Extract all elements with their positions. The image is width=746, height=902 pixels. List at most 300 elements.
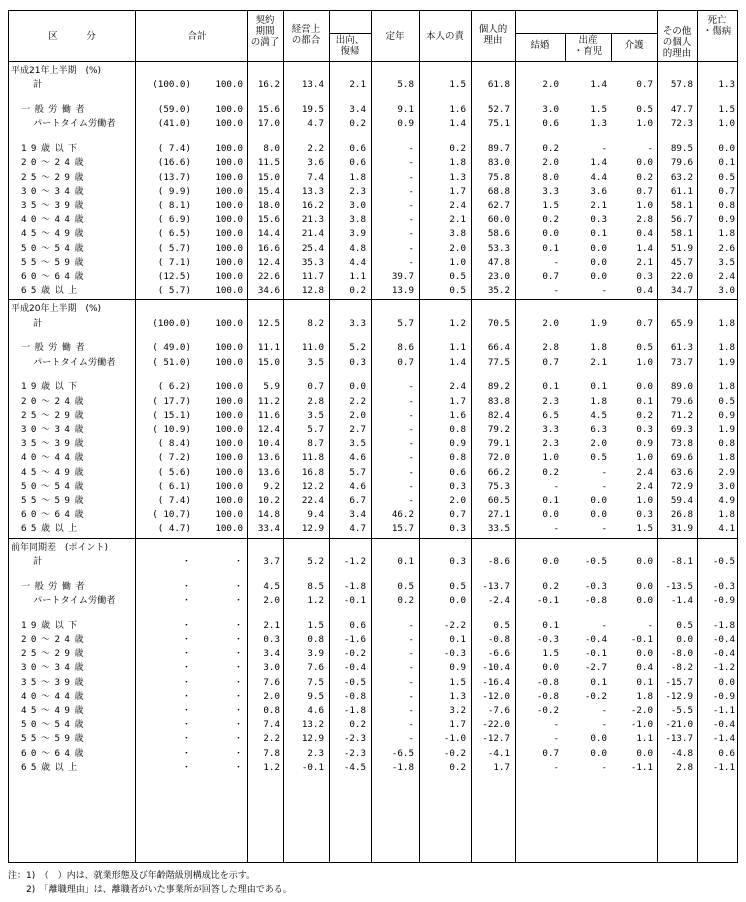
header-keiyaku: 契約 期間 の満了 [250, 15, 280, 48]
cell-value: 100.0 [215, 185, 243, 197]
cell-value: ・ [181, 555, 191, 567]
cell-value: ・ [233, 555, 243, 567]
cell-value: 0.0 [590, 733, 607, 745]
cell-value: -4.8 [670, 747, 693, 759]
cell-value: - [601, 523, 607, 535]
row-label: 60～64歳 [21, 747, 88, 759]
cell-value: 0.2 [397, 594, 414, 606]
cell-value: 4.6 [307, 704, 324, 716]
cell-value: 1.0 [542, 452, 559, 464]
cell-value: -0.8 [487, 633, 510, 645]
cell-value: 1.2 [263, 761, 280, 773]
cell-value: 3.4 [263, 648, 280, 660]
header-keiei: 経営上 の都合 [291, 24, 321, 46]
table-row [9, 270, 739, 284]
row-label: 55～59歳 [21, 495, 88, 506]
cell-value: 0.1 [590, 676, 607, 688]
cell-value: 5.2 [307, 555, 324, 567]
cell-value: 2.0 [449, 495, 466, 506]
cell-value: 100.0 [215, 523, 243, 535]
cell-value: 2.1 [590, 356, 607, 368]
cell-value: 58.1 [670, 228, 693, 240]
cell-value: 3.4 [349, 104, 366, 116]
cell-value: -0.8 [536, 690, 559, 702]
footnote: 注：1) （ ）内は、就業形態及び年齢階級別構成比を示す。 [8, 871, 256, 881]
cell-value: 89.5 [670, 143, 693, 155]
cell-value: - [601, 480, 607, 492]
cell-value: 70.5 [487, 317, 510, 329]
cell-value: 2.0 [263, 594, 280, 606]
cell-value: 13.4 [301, 79, 324, 91]
cell-value: -1.8 [343, 704, 366, 716]
cell-value: 65.9 [670, 317, 693, 329]
cell-value: 0.0 [449, 594, 466, 606]
cell-value: 77.5 [487, 356, 510, 368]
cell-value: - [601, 143, 607, 155]
cell-value: 100.0 [215, 256, 243, 268]
cell-value: 1.9 [590, 317, 607, 329]
cell-value: 1.0 [718, 118, 735, 130]
cell-value: 58.6 [487, 228, 510, 240]
cell-value: 0.4 [636, 662, 653, 674]
cell-value: -0.4 [712, 633, 735, 645]
cell-value: 0.0 [636, 594, 653, 606]
cell-value: (100.0) [152, 79, 191, 91]
cell-value: -0.4 [584, 633, 607, 645]
cell-value: 2.1 [449, 214, 466, 226]
cell-value: -1.8 [712, 619, 735, 631]
cell-value: 0.0 [349, 381, 366, 393]
cell-value: 0.0 [542, 228, 559, 240]
cell-value: -0.4 [712, 719, 735, 731]
row-label: 50～54歳 [21, 242, 88, 254]
cell-value: 3.6 [307, 157, 324, 169]
cell-value: 13.3 [301, 185, 324, 197]
table-row [9, 466, 739, 480]
cell-value: 79.6 [670, 395, 693, 407]
table-row [9, 619, 739, 633]
table-row [9, 117, 739, 131]
cell-value: 1.8 [636, 690, 653, 702]
row-label: 20～24歳 [21, 395, 88, 407]
row-label: 平成20年上半期 (%) [11, 304, 102, 315]
table-row [9, 594, 739, 608]
cell-value: 0.9 [718, 409, 735, 421]
cell-value: ( 9.9) [157, 185, 191, 197]
cell-value: 68.8 [487, 185, 510, 197]
cell-value: 39.7 [391, 270, 414, 282]
cell-value: 0.0 [636, 157, 653, 169]
cell-value: 12.9 [301, 733, 324, 745]
cell-value: -0.1 [301, 761, 324, 773]
cell-value: -2.2 [443, 619, 466, 631]
cell-value: 0.1 [397, 555, 414, 567]
cell-value: 11.2 [257, 395, 280, 407]
cell-value: -1.4 [712, 733, 735, 745]
cell-value: ・ [181, 719, 191, 731]
row-label: 30～34歳 [21, 662, 88, 674]
cell-value: 100.0 [215, 466, 243, 478]
cell-value: -2.3 [343, 747, 366, 759]
cell-value: 7.6 [263, 676, 280, 688]
cell-value: -0.5 [343, 676, 366, 688]
row-label: 19歳以下 [21, 143, 82, 155]
cell-value: 62.7 [487, 199, 510, 211]
cell-value: - [408, 719, 414, 731]
row-label: 35～39歳 [21, 438, 88, 450]
cell-value: 60.5 [487, 495, 510, 506]
cell-value: ( 7.4) [157, 143, 191, 155]
cell-value: 1.7 [449, 185, 466, 197]
cell-value: ・ [233, 690, 243, 702]
cell-value: 0.1 [542, 619, 559, 631]
cell-value: 2.2 [263, 733, 280, 745]
cell-value: 63.6 [670, 466, 693, 478]
cell-value: - [601, 285, 607, 297]
cell-value: 2.3 [542, 395, 559, 407]
cell-value: -1.6 [343, 633, 366, 645]
cell-value: 61.1 [670, 185, 693, 197]
cell-value: ( 17.7) [152, 395, 191, 407]
cell-value: 0.0 [636, 747, 653, 759]
cell-value: 34.7 [670, 285, 693, 297]
cell-value: 0.3 [636, 424, 653, 435]
cell-value: 1.9 [718, 356, 735, 368]
cell-value: - [408, 495, 414, 506]
cell-value: 0.9 [718, 214, 735, 226]
cell-value: 2.9 [718, 466, 735, 478]
cell-value: 1.8 [718, 381, 735, 393]
cell-value: 1.5 [449, 676, 466, 688]
cell-value: -0.4 [712, 648, 735, 660]
cell-value: ( 6.5) [157, 228, 191, 240]
cell-value: 1.0 [636, 495, 653, 506]
cell-value: - [408, 381, 414, 393]
cell-value: 1.0 [636, 452, 653, 464]
cell-value: 1.2 [449, 317, 466, 329]
cell-value: ・ [233, 676, 243, 688]
cell-value: 35.3 [301, 256, 324, 268]
cell-value: 1.5 [307, 619, 324, 631]
cell-value: 3.6 [590, 185, 607, 197]
cell-value: 100.0 [215, 143, 243, 155]
cell-value: - [408, 157, 414, 169]
cell-value: 3.3 [542, 185, 559, 197]
cell-value: - [408, 466, 414, 478]
section-divider [9, 299, 737, 300]
cell-value: 1.6 [449, 104, 466, 116]
cell-value: 100.0 [215, 104, 243, 116]
cell-value: 3.9 [307, 648, 324, 660]
cell-value: - [408, 662, 414, 674]
row-label: 50～54歳 [21, 719, 88, 731]
cell-value: 0.0 [676, 633, 693, 645]
cell-value: - [408, 199, 414, 211]
cell-value: 0.9 [449, 662, 466, 674]
cell-value: 100.0 [215, 480, 243, 492]
cell-value: - [647, 143, 653, 155]
cell-value: 15.6 [257, 214, 280, 226]
cell-value: - [408, 171, 414, 183]
cell-value: 11.5 [257, 157, 280, 169]
cell-value: 3.9 [349, 228, 366, 240]
data-table [8, 10, 738, 863]
cell-value: ・ [233, 747, 243, 759]
cell-value: -12.7 [482, 733, 510, 745]
cell-value: 33.4 [257, 523, 280, 535]
cell-value: 2.2 [307, 143, 324, 155]
cell-value: -1.0 [630, 719, 653, 731]
cell-value: ( 10.9) [152, 424, 191, 435]
cell-value: 6.5 [542, 409, 559, 421]
table-row [9, 580, 739, 594]
cell-value: -0.1 [584, 648, 607, 660]
cell-value: 61.3 [670, 342, 693, 354]
cell-value: 2.1 [590, 199, 607, 211]
shukko-top-line [329, 33, 371, 34]
cell-value: 0.3 [449, 480, 466, 492]
row-label: 30～34歳 [21, 424, 88, 435]
cell-value: 0.4 [636, 228, 653, 240]
cell-value: 1.0 [636, 199, 653, 211]
table-row [9, 676, 739, 690]
cell-value: 89.0 [670, 381, 693, 393]
cell-value: -5.5 [670, 704, 693, 716]
cell-value: 1.0 [449, 256, 466, 268]
cell-value: 79.1 [487, 438, 510, 450]
cell-value: 0.6 [542, 118, 559, 130]
cell-value: 2.3 [542, 438, 559, 450]
row-label: 一般労働者 [21, 104, 89, 116]
cell-value: 73.8 [670, 438, 693, 450]
cell-value: -13.7 [665, 733, 693, 745]
cell-value: 0.0 [636, 580, 653, 592]
cell-value: ( 6.2) [157, 381, 191, 393]
cell-value: 2.4 [718, 270, 735, 282]
cell-value: -1.2 [343, 555, 366, 567]
cell-value: 0.3 [636, 270, 653, 282]
cell-value: 100.0 [215, 424, 243, 435]
section-heading-row [9, 64, 739, 78]
cell-value: -8.1 [670, 555, 693, 567]
cell-value: 2.1 [263, 619, 280, 631]
cell-value: 4.7 [349, 523, 366, 535]
cell-value: 0.6 [349, 143, 366, 155]
cell-value: -13.5 [665, 580, 693, 592]
cell-value: -0.2 [443, 747, 466, 759]
cell-value: 1.1 [349, 270, 366, 282]
cell-value: 6.7 [349, 495, 366, 506]
header-kaigo: 介護 [624, 40, 644, 51]
cell-value: 0.7 [307, 381, 324, 393]
cell-value: -16.4 [482, 676, 510, 688]
row-label: 60～64歳 [21, 270, 88, 282]
cell-value: 7.6 [307, 662, 324, 674]
cell-value: -21.0 [665, 719, 693, 731]
cell-value: 52.7 [487, 104, 510, 116]
cell-value: 5.2 [349, 342, 366, 354]
row-label: 30～34歳 [21, 185, 88, 197]
cell-value: 2.0 [590, 438, 607, 450]
header-kubun: 区 分 [48, 31, 96, 42]
cell-value: 4.8 [349, 242, 366, 254]
cell-value: 35.2 [487, 285, 510, 297]
cell-value: -0.3 [712, 580, 735, 592]
cell-value: 3.3 [542, 424, 559, 435]
cell-value: ・ [233, 648, 243, 660]
cell-value: - [553, 256, 559, 268]
cell-value: 3.7 [263, 555, 280, 567]
cell-value: 1.5 [542, 199, 559, 211]
cell-value: -2.3 [343, 733, 366, 745]
cell-value: - [647, 619, 653, 631]
cell-value: 1.1 [449, 342, 466, 354]
cell-value: 100.0 [215, 409, 243, 421]
cell-value: 100.0 [215, 171, 243, 183]
cell-value: 75.3 [487, 480, 510, 492]
cell-value: -0.1 [536, 594, 559, 606]
cell-value: 3.0 [263, 662, 280, 674]
cell-value: 8.5 [307, 580, 324, 592]
cell-value: ・ [181, 619, 191, 631]
cell-value: 4.4 [349, 256, 366, 268]
cell-value: 26.8 [670, 509, 693, 521]
cell-value: 1.5 [718, 104, 735, 116]
row-label: 20～24歳 [21, 633, 88, 645]
cell-value: 2.4 [636, 466, 653, 478]
table-row [9, 718, 739, 732]
row-label: 45～49歳 [21, 704, 88, 716]
row-label: 一般労働者 [21, 342, 89, 354]
cell-value: 72.9 [670, 480, 693, 492]
cell-value: 73.7 [670, 356, 693, 368]
cell-value: - [408, 242, 414, 254]
cell-value: ( 51.0) [152, 356, 191, 368]
cell-value: 10.2 [257, 495, 280, 506]
cell-value: - [553, 733, 559, 745]
row-label: 計 [33, 79, 43, 91]
cell-value: 15.4 [257, 185, 280, 197]
table-row [9, 171, 739, 185]
cell-value: 0.0 [542, 555, 559, 567]
cell-value: 69.6 [670, 452, 693, 464]
cell-value: - [553, 480, 559, 492]
cell-value: 16.2 [301, 199, 324, 211]
cell-value: 1.5 [449, 79, 466, 91]
cell-value: 12.4 [257, 424, 280, 435]
cell-value: ・ [181, 633, 191, 645]
cell-value: 2.8 [307, 395, 324, 407]
cell-value: 0.5 [397, 580, 414, 592]
cell-value: 79.2 [487, 424, 510, 435]
cell-value: 0.7 [636, 185, 653, 197]
cell-value: -6.5 [391, 747, 414, 759]
cell-value: 9.2 [263, 480, 280, 492]
cell-value: ( 49.0) [152, 342, 191, 354]
cell-value: -0.1 [343, 594, 366, 606]
row-label: 前年同期差 (ポイント) [11, 542, 109, 553]
cell-value: 21.4 [301, 228, 324, 240]
cell-value: 100.0 [215, 118, 243, 130]
cell-value: 3.5 [349, 438, 366, 450]
cell-value: 2.0 [449, 242, 466, 254]
cell-value: 2.4 [449, 381, 466, 393]
cell-value: - [601, 761, 607, 773]
cell-value: 100.0 [215, 495, 243, 506]
table-row [9, 633, 739, 647]
cell-value: - [601, 619, 607, 631]
cell-value: 21.3 [301, 214, 324, 226]
subheader-line [515, 33, 657, 34]
row-label: 55～59歳 [21, 733, 88, 745]
cell-value: ・ [233, 761, 243, 773]
table-row [9, 409, 739, 423]
cell-value: 7.4 [307, 171, 324, 183]
cell-value: 0.1 [636, 395, 653, 407]
header-kojin: 個人的 理由 [478, 24, 508, 46]
cell-value: 100.0 [215, 79, 243, 91]
cell-value: 1.8 [718, 317, 735, 329]
cell-value: ( 15.1) [152, 409, 191, 421]
cell-value: ( 7.2) [157, 452, 191, 464]
cell-value: 100.0 [215, 438, 243, 450]
row-label: 40～44歳 [21, 452, 88, 464]
table-row [9, 242, 739, 256]
cell-value: -0.3 [536, 633, 559, 645]
row-label: 25～29歳 [21, 171, 88, 183]
cell-value: 0.5 [718, 171, 735, 183]
cell-value: 1.9 [718, 424, 735, 435]
cell-value: 3.8 [349, 214, 366, 226]
cell-value: 47.8 [487, 256, 510, 268]
cell-value: -13.7 [482, 580, 510, 592]
row-label: 45～49歳 [21, 228, 88, 240]
cell-value: 0.1 [636, 676, 653, 688]
cell-value: ・ [181, 580, 191, 592]
cell-value: 3.8 [449, 228, 466, 240]
cell-value: -15.7 [665, 676, 693, 688]
cell-value: 1.8 [349, 171, 366, 183]
cell-value: 0.7 [542, 356, 559, 368]
cell-value: 45.7 [670, 256, 693, 268]
cell-value: 5.7 [349, 466, 366, 478]
cell-value: -0.9 [712, 594, 735, 606]
cell-value: -4.1 [487, 747, 510, 759]
table-row [9, 199, 739, 213]
row-label: 25～29歳 [21, 409, 88, 421]
cell-value: 100.0 [215, 342, 243, 354]
cell-value: - [553, 719, 559, 731]
cell-value: 2.1 [349, 79, 366, 91]
cell-value: 60.0 [487, 214, 510, 226]
cell-value: 6.3 [590, 424, 607, 435]
cell-value: 66.2 [487, 466, 510, 478]
cell-value: - [408, 452, 414, 464]
cell-value: 2.3 [307, 747, 324, 759]
cell-value: - [553, 761, 559, 773]
table-row [9, 341, 739, 355]
cell-value: 89.7 [487, 143, 510, 155]
cell-value: 0.1 [590, 381, 607, 393]
cell-value: 11.8 [301, 452, 324, 464]
cell-value: 15.7 [391, 523, 414, 535]
cell-value: 15.6 [257, 104, 280, 116]
cell-value: 100.0 [215, 270, 243, 282]
cell-value: 100.0 [215, 199, 243, 211]
cell-value: ・ [181, 648, 191, 660]
cell-value: 8.2 [307, 317, 324, 329]
cell-value: 0.1 [542, 381, 559, 393]
